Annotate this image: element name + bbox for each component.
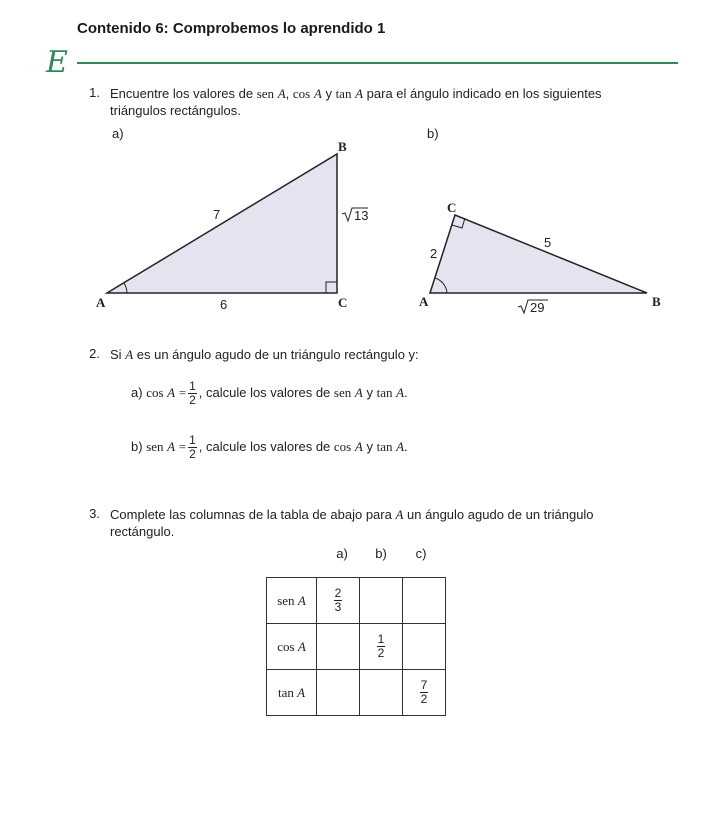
column-header-b: b)	[375, 546, 387, 561]
table-cell	[317, 578, 360, 624]
triangle-a-vertex-b: B	[338, 139, 347, 154]
trig-table	[266, 577, 446, 716]
triangle-b-figure	[408, 195, 678, 320]
q2-item-a: a) cos A = $\frac{1}{2}$ , calcule los valores de sen A y tan A.	[131, 379, 408, 408]
q2-number: 2.	[89, 346, 100, 361]
table-cell	[317, 670, 360, 716]
table-cell	[403, 670, 446, 716]
fraction: $\frac{1}{2}$	[189, 433, 196, 462]
triangle-b-side-ab-label: 29	[530, 300, 545, 315]
table-cell	[317, 624, 360, 670]
column-header-c: c)	[415, 546, 427, 561]
table-row	[267, 578, 446, 624]
table-cell	[360, 624, 403, 670]
section-logo-icon: E	[46, 45, 68, 80]
q2-item-b: b) sen A = $\frac{1}{2}$ , calcule los valores de cos A y tan A.	[131, 433, 408, 462]
table-row	[267, 670, 446, 716]
row-header-sen: sen A	[267, 578, 317, 624]
q3-number: 3.	[89, 506, 100, 521]
fraction: $\frac{7}{2}$	[420, 678, 428, 706]
triangle-a-adj-label: 6	[220, 297, 228, 312]
column-header-a: a)	[336, 546, 348, 561]
fraction: $\frac{2}{3}$	[334, 586, 342, 614]
row-header-tan: tan A	[267, 670, 317, 716]
triangle-a-hyp-label: 7	[213, 207, 221, 222]
page-title: Contenido 6: Comprobemos lo aprendido 1	[77, 20, 386, 37]
fraction: $\frac{1}{2}$	[189, 379, 196, 408]
triangle-b-vertex-c: C	[447, 200, 457, 215]
row-header-cos: cos A	[267, 624, 317, 670]
triangle-b-vertex-b: B	[652, 294, 661, 309]
q3-text: Complete las columnas de la tabla de abajo para A un ángulo agudo de un triángulo rectángulo.	[110, 507, 594, 539]
triangle-b-side-ac-label: 2	[430, 246, 438, 261]
triangle-b-side-cb-label: 5	[544, 235, 552, 250]
table-cell	[360, 578, 403, 624]
q1-label-b: b)	[427, 126, 439, 141]
triangle-b-vertex-a: A	[419, 294, 429, 309]
q1-number: 1.	[89, 85, 100, 100]
q2-intro: Si A es un ángulo agudo de un triángulo rectángulo y:	[110, 347, 419, 362]
triangle-a-shape	[107, 154, 337, 293]
title-divider	[77, 62, 678, 64]
triangle-a-figure	[90, 135, 390, 320]
triangle-a-vertex-a: A	[96, 295, 106, 310]
triangle-a-vertex-c: C	[338, 295, 348, 310]
table-row	[267, 624, 446, 670]
triangle-a-opp-label: 13	[354, 208, 369, 223]
fraction: $\frac{1}{2}$	[377, 632, 385, 660]
q1-text: Encuentre los valores de sen A, cos A y tan A para el ángulo indicado en los siguientes triángulos rectángulos.	[110, 86, 602, 118]
q1-label-a: a)	[112, 126, 124, 141]
table-cell	[360, 670, 403, 716]
table-cell	[403, 578, 446, 624]
table-cell	[403, 624, 446, 670]
